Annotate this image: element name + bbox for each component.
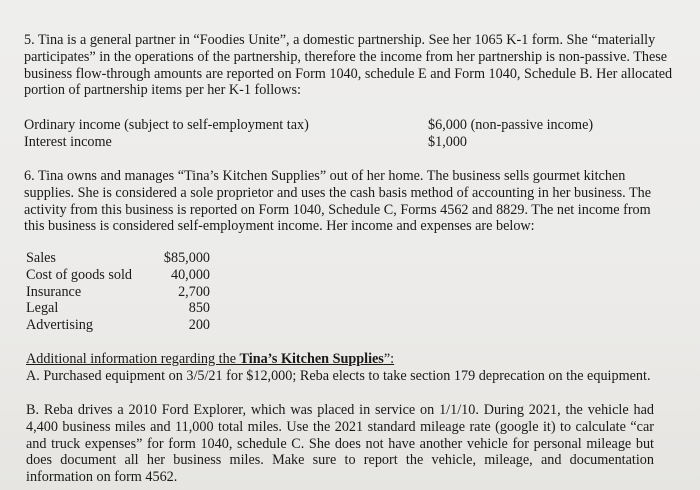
problem-6-text: 6. Tina owns and manages “Tina’s Kitchen Supplies” out of her home. The business sells gourmet kitchen supplies. She is considered a sole proprietor and uses the cash basis method of accounting in her business. The activity from this business is reported on Form 1040, Schedule C, Forms 4562 and 8829. The net income from this business is considered self-employment income. Her income and expenses are below:	[24, 168, 652, 235]
income-expense-row	[26, 284, 210, 301]
additional-item-b: B. Reba drives a 2010 Ford Explorer, which was placed in service on 1/1/10. During 2021, the vehicle had 4,400 business miles and 11,000 total miles. Use the 2021 standard mileage rate (google it) to calculate “car and truck expenses” for form 1040, schedule C. She does not have another vehicle for personal mileage but does document all her business miles. Make sure to report the vehicle, mileage, and documentation information on form 4562.	[26, 402, 654, 486]
income-expense-value: 850	[188, 300, 210, 317]
additional-info-heading	[26, 351, 394, 368]
additional-item-a: A. Purchased equipment on 3/5/21 for $12,000; Reba elects to take section 179 deprecation on the equipment.	[26, 368, 651, 384]
income-expense-row	[26, 300, 210, 317]
income-expense-value: $85,000	[163, 250, 210, 266]
problem-5-text: 5. Tina is a general partner in “Foodies Unite”, a domestic partnership. See her 1065 K-1 form. She “materially participates” in the operations of the partnership, therefore the income from her partnership is non-passive. These business flow-through amounts are reported on Form 1040, schedule E and Form 1040, Schedule B. Her allocated portion of partnership items per her K-1 follows:	[24, 32, 673, 99]
k1-item-value: $6,000 (non-passive income)	[428, 117, 594, 133]
income-expense-label: Legal	[26, 300, 59, 317]
income-expense-row	[26, 317, 210, 334]
k1-item-row	[24, 134, 664, 151]
income-expense-table	[26, 250, 210, 334]
k1-items-table	[24, 117, 664, 151]
additional-info-business-name: Tina’s Kitchen Supplies	[239, 351, 384, 367]
income-expense-label: Cost of goods sold	[26, 266, 133, 283]
additional-info-suffix: ”:	[383, 351, 395, 367]
k1-item-label: Ordinary income (subject to self-employment tax)	[24, 117, 309, 133]
income-expense-label: Sales	[26, 250, 56, 266]
income-expense-row	[26, 250, 210, 267]
income-expense-value: 200	[188, 317, 210, 334]
income-expense-row	[26, 267, 210, 284]
additional-info-prefix: Additional information regarding the	[26, 351, 240, 367]
income-expense-value: 40,000	[170, 266, 210, 283]
income-expense-label: Insurance	[26, 283, 82, 300]
income-expense-label: Advertising	[26, 317, 93, 334]
k1-item-value: $1,000	[428, 133, 468, 150]
k1-item-label: Interest income	[24, 133, 112, 150]
income-expense-value: 2,700	[178, 283, 210, 300]
k1-item-row	[24, 117, 664, 134]
